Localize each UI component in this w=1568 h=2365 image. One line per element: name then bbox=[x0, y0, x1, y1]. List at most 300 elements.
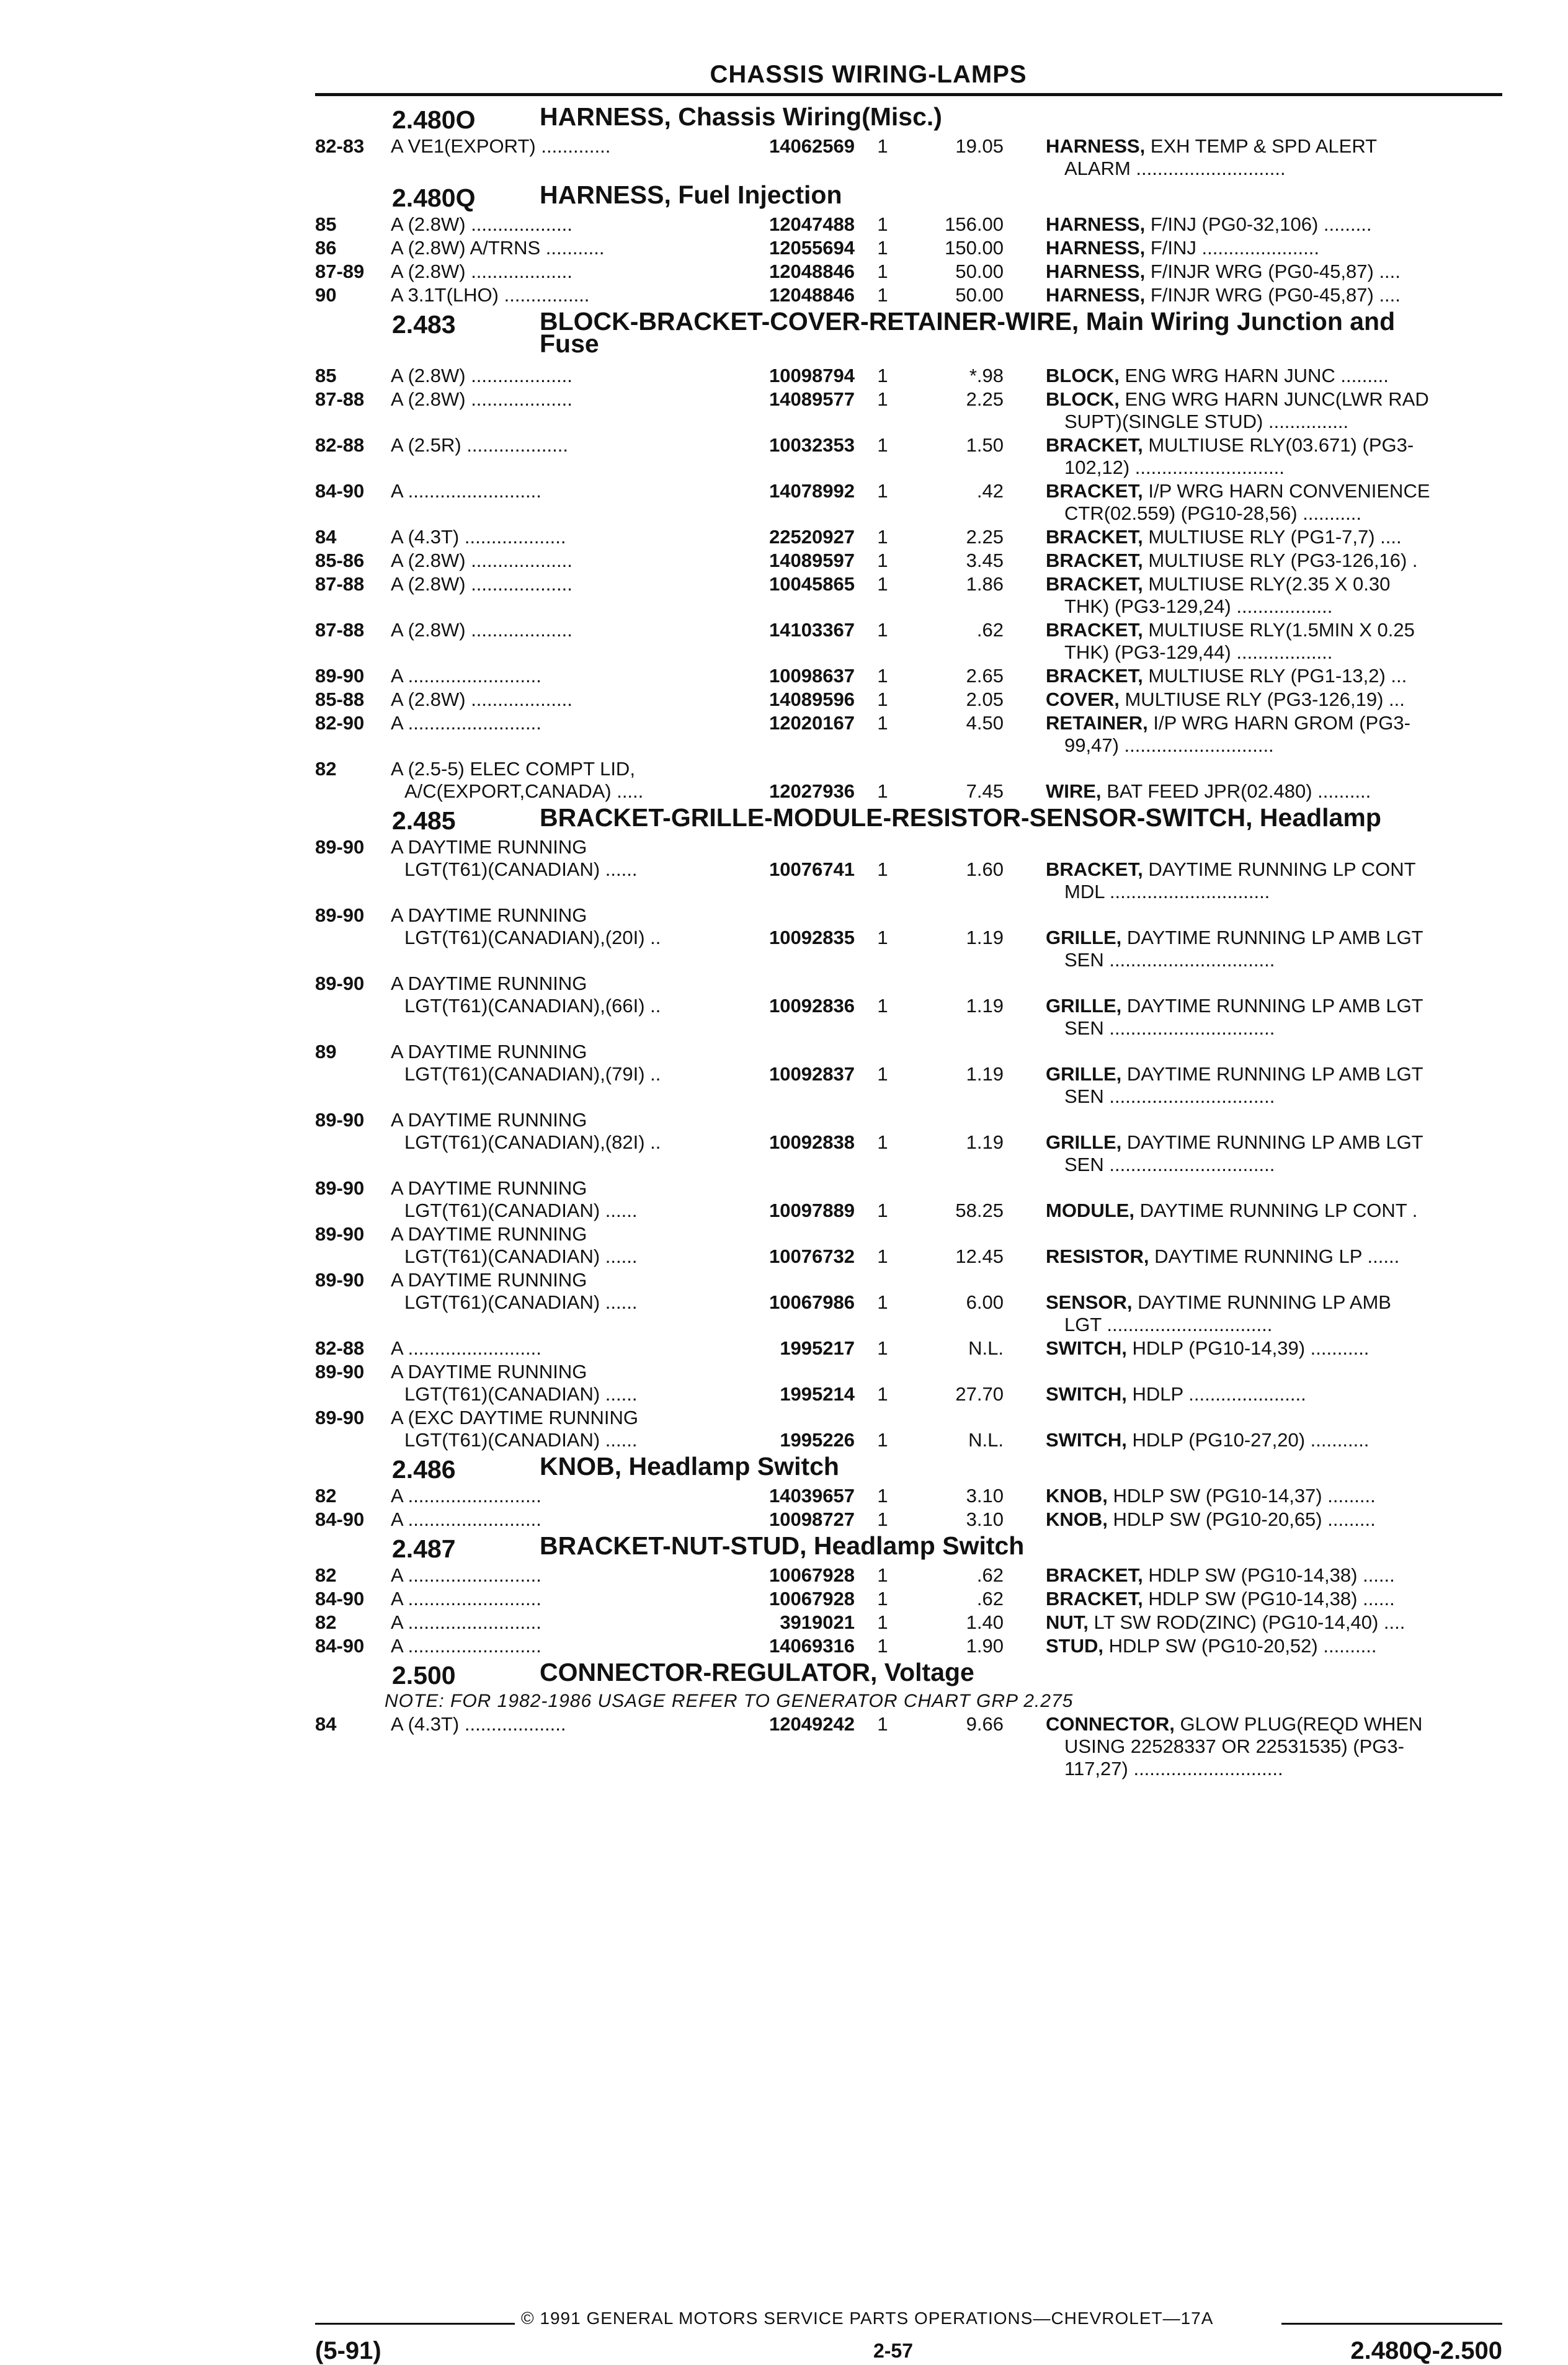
part-name-line bbox=[1046, 1085, 1501, 1108]
quantity: 1 bbox=[877, 1383, 888, 1405]
price: N.L. bbox=[968, 1337, 1004, 1359]
model-years: 82-83 bbox=[315, 135, 365, 157]
section-title-text: Headlamp bbox=[1252, 803, 1381, 832]
part-number: 12020167 bbox=[769, 712, 855, 734]
part-number: 10092837 bbox=[769, 1063, 855, 1085]
section-title-keyword: BLOCK-BRACKET-COVER-RETAINER-WIRE, bbox=[540, 307, 1079, 336]
usage-line: A VE1(EXPORT) ............. bbox=[391, 135, 611, 157]
usage-line: LGT(T61)(CANADIAN) ...... bbox=[404, 1383, 638, 1405]
part-name-text: SEN ............................... bbox=[1064, 1017, 1275, 1039]
quantity: 1 bbox=[877, 284, 888, 306]
part-number: 10092836 bbox=[769, 995, 855, 1017]
part-row bbox=[315, 1564, 1506, 1588]
part-name-text: ENG WRG HARN JUNC ......... bbox=[1125, 365, 1389, 386]
part-name-text: DAYTIME RUNNING LP ...... bbox=[1154, 1245, 1400, 1267]
model-years: 89-90 bbox=[315, 1361, 365, 1383]
section-title bbox=[540, 102, 1445, 131]
quantity: 1 bbox=[877, 1588, 888, 1610]
part-name-text: I/P WRG HARN CONVENIENCE bbox=[1148, 480, 1430, 502]
part-name bbox=[1046, 1131, 1501, 1176]
part-name bbox=[1046, 480, 1501, 525]
part-name-line bbox=[1046, 858, 1501, 881]
part-name-line bbox=[1046, 949, 1501, 971]
part-number: 10076732 bbox=[769, 1245, 855, 1267]
usage-line: LGT(T61)(CANADIAN) ...... bbox=[404, 1245, 638, 1267]
quantity: 1 bbox=[877, 619, 888, 641]
part-name bbox=[1046, 858, 1501, 903]
quantity: 1 bbox=[877, 1635, 888, 1657]
part-number: 3919021 bbox=[780, 1611, 855, 1633]
quantity: 1 bbox=[877, 237, 888, 259]
part-name-text: THK) (PG3-129,44) .................. bbox=[1064, 641, 1333, 663]
part-row bbox=[315, 712, 1506, 758]
price: 9.66 bbox=[966, 1713, 1004, 1735]
quantity: 1 bbox=[877, 573, 888, 595]
part-name-text: ENG WRG HARN JUNC(LWR RAD bbox=[1125, 388, 1429, 410]
usage-line: A ......................... bbox=[391, 1611, 541, 1633]
catalog-section bbox=[315, 308, 1506, 804]
part-row bbox=[315, 388, 1506, 434]
part-name-text: F/INJ ...................... bbox=[1150, 237, 1319, 259]
part-name bbox=[1046, 619, 1501, 664]
price: 150.00 bbox=[945, 237, 1004, 259]
part-name-line bbox=[1046, 573, 1501, 595]
quantity: 1 bbox=[877, 1063, 888, 1085]
part-name bbox=[1046, 688, 1501, 711]
part-number: 10067986 bbox=[769, 1291, 855, 1313]
price: 1.40 bbox=[966, 1611, 1004, 1633]
usage-description bbox=[391, 480, 726, 502]
price: 6.00 bbox=[966, 1291, 1004, 1313]
price: 156.00 bbox=[945, 213, 1004, 235]
part-row bbox=[315, 1588, 1506, 1611]
model-years: 84 bbox=[315, 526, 337, 548]
part-number: 12055694 bbox=[769, 237, 855, 259]
usage-description bbox=[391, 1177, 726, 1222]
part-row bbox=[315, 526, 1506, 550]
part-row bbox=[315, 213, 1506, 237]
price: 2.05 bbox=[966, 688, 1004, 710]
quantity: 1 bbox=[877, 1337, 888, 1359]
usage-line: A ......................... bbox=[391, 1337, 541, 1359]
section-number: 2.480Q bbox=[392, 184, 476, 212]
part-name bbox=[1046, 1713, 1501, 1780]
price: 2.65 bbox=[966, 665, 1004, 687]
part-name-text: DAYTIME RUNNING LP AMB LGT bbox=[1126, 927, 1423, 948]
quantity: 1 bbox=[877, 213, 888, 235]
part-name-text: MULTIUSE RLY(1.5MIN X 0.25 bbox=[1148, 619, 1415, 641]
section-title bbox=[540, 1531, 1445, 1560]
part-name-line bbox=[1046, 1611, 1501, 1634]
part-name-text: ALARM ............................ bbox=[1064, 158, 1286, 179]
group-range: 2.480Q-2.500 bbox=[1350, 2337, 1502, 2364]
usage-line: A ......................... bbox=[391, 480, 541, 502]
part-name-keyword: BLOCK, bbox=[1046, 388, 1120, 410]
section-heading bbox=[315, 804, 1506, 836]
part-name-text: LGT ............................... bbox=[1064, 1314, 1273, 1335]
model-years: 89-90 bbox=[315, 665, 365, 687]
part-number: 10098637 bbox=[769, 665, 855, 687]
part-row bbox=[315, 550, 1506, 573]
part-name-text: F/INJR WRG (PG0-45,87) .... bbox=[1150, 261, 1401, 282]
part-name bbox=[1046, 1429, 1501, 1451]
part-name bbox=[1046, 1588, 1501, 1610]
part-name-line bbox=[1046, 411, 1501, 433]
model-years: 89-90 bbox=[315, 904, 365, 926]
usage-description bbox=[391, 261, 726, 283]
part-name-line bbox=[1046, 1063, 1501, 1085]
part-name-text: HDLP SW (PG10-14,37) ......... bbox=[1113, 1485, 1376, 1507]
part-name-line bbox=[1046, 1154, 1501, 1176]
part-number: 10098727 bbox=[769, 1508, 855, 1530]
part-name bbox=[1046, 237, 1501, 259]
part-name-keyword: RETAINER, bbox=[1046, 712, 1148, 734]
quantity: 1 bbox=[877, 1564, 888, 1586]
usage-description bbox=[391, 836, 726, 881]
section-title-keyword: HARNESS, bbox=[540, 180, 671, 209]
part-row bbox=[315, 758, 1506, 804]
part-name-keyword: BRACKET, bbox=[1046, 1564, 1143, 1586]
part-name-keyword: SWITCH, bbox=[1046, 1337, 1127, 1359]
part-name-line bbox=[1046, 665, 1501, 687]
usage-line: A DAYTIME RUNNING bbox=[391, 1109, 587, 1131]
usage-description bbox=[391, 1564, 726, 1587]
part-name-keyword: HARNESS, bbox=[1046, 284, 1146, 306]
footer-rule-left bbox=[315, 2323, 515, 2325]
price: 12.45 bbox=[955, 1245, 1004, 1267]
quantity: 1 bbox=[877, 480, 888, 502]
part-name-keyword: HARNESS, bbox=[1046, 213, 1146, 235]
part-name-text: MULTIUSE RLY (PG1-13,2) ... bbox=[1148, 665, 1407, 687]
section-title-text: Chassis Wiring(Misc.) bbox=[670, 102, 942, 131]
usage-line: A DAYTIME RUNNING bbox=[391, 1223, 587, 1245]
quantity: 1 bbox=[877, 1429, 888, 1451]
usage-line: A (2.8W) ................... bbox=[391, 688, 572, 710]
usage-line: LGT(T61)(CANADIAN),(66I) .. bbox=[404, 995, 661, 1017]
part-name-text: MULTIUSE RLY (PG3-126,16) . bbox=[1148, 550, 1418, 571]
price: .62 bbox=[976, 1588, 1004, 1610]
part-name-text: HDLP (PG10-27,20) ........... bbox=[1132, 1429, 1370, 1451]
price: 58.25 bbox=[955, 1200, 1004, 1221]
part-number: 10097889 bbox=[769, 1200, 855, 1221]
part-name-keyword: GRILLE, bbox=[1046, 927, 1122, 948]
section-title-keyword: BRACKET-NUT-STUD, bbox=[540, 1531, 807, 1560]
model-years: 84-90 bbox=[315, 480, 365, 502]
price: .62 bbox=[976, 1564, 1004, 1586]
usage-description bbox=[391, 1337, 726, 1360]
part-number: 14069316 bbox=[769, 1635, 855, 1657]
section-number: 2.486 bbox=[392, 1455, 456, 1484]
part-name bbox=[1046, 1635, 1501, 1657]
section-title bbox=[540, 1658, 1445, 1686]
catalog-section bbox=[315, 1453, 1506, 1532]
model-years: 85-86 bbox=[315, 550, 365, 571]
part-name-line bbox=[1046, 1131, 1501, 1154]
part-name bbox=[1046, 388, 1501, 433]
price: 2.25 bbox=[966, 388, 1004, 410]
usage-description bbox=[391, 1611, 726, 1634]
part-name-keyword: HARNESS, bbox=[1046, 135, 1146, 157]
usage-line: A (2.8W) ................... bbox=[391, 213, 572, 235]
part-name-keyword: BRACKET, bbox=[1046, 619, 1143, 641]
part-number: 14039657 bbox=[769, 1485, 855, 1507]
price: 1.86 bbox=[966, 573, 1004, 595]
part-name-text: F/INJR WRG (PG0-45,87) .... bbox=[1150, 284, 1401, 306]
quantity: 1 bbox=[877, 1485, 888, 1507]
part-name-keyword: BRACKET, bbox=[1046, 665, 1143, 687]
part-name-line bbox=[1046, 434, 1501, 457]
part-row bbox=[315, 1611, 1506, 1635]
part-name-keyword: RESISTOR, bbox=[1046, 1245, 1149, 1267]
part-name-line bbox=[1046, 995, 1501, 1017]
model-years: 84-90 bbox=[315, 1508, 365, 1530]
part-name-keyword: GRILLE, bbox=[1046, 1131, 1122, 1153]
usage-line: A ......................... bbox=[391, 1564, 541, 1586]
part-name-line bbox=[1046, 1017, 1501, 1040]
part-name-line bbox=[1046, 1314, 1501, 1336]
part-name-keyword: SENSOR, bbox=[1046, 1291, 1133, 1313]
part-name-text: 102,12) ............................ bbox=[1064, 457, 1285, 478]
usage-description bbox=[391, 1485, 726, 1507]
part-name-keyword: SWITCH, bbox=[1046, 1383, 1127, 1405]
usage-line: A (4.3T) ................... bbox=[391, 526, 566, 548]
part-name-text: THK) (PG3-129,24) .................. bbox=[1064, 595, 1333, 617]
part-row bbox=[315, 1337, 1506, 1361]
model-years: 85 bbox=[315, 213, 337, 235]
part-name bbox=[1046, 780, 1501, 803]
catalog-section bbox=[315, 181, 1506, 308]
part-name bbox=[1046, 665, 1501, 687]
quantity: 1 bbox=[877, 526, 888, 548]
part-name-line bbox=[1046, 1735, 1501, 1758]
usage-line: A 3.1T(LHO) ................ bbox=[391, 284, 590, 306]
model-years: 87-88 bbox=[315, 573, 365, 595]
date-code: (5-91) bbox=[315, 2337, 381, 2364]
section-number: 2.483 bbox=[392, 310, 456, 339]
part-name-line bbox=[1046, 1758, 1501, 1780]
usage-line: A DAYTIME RUNNING bbox=[391, 1177, 587, 1199]
part-name bbox=[1046, 1611, 1501, 1634]
price: .42 bbox=[976, 480, 1004, 502]
part-name-line bbox=[1046, 365, 1501, 387]
section-title-text: Headlamp Switch bbox=[806, 1531, 1025, 1560]
section-title bbox=[540, 180, 1445, 209]
part-number: 12027936 bbox=[769, 780, 855, 802]
part-name-line bbox=[1046, 881, 1501, 903]
part-row bbox=[315, 1041, 1506, 1109]
part-name bbox=[1046, 261, 1501, 283]
part-name-keyword: KNOB, bbox=[1046, 1508, 1108, 1530]
section-heading bbox=[315, 1532, 1506, 1564]
part-number: 10092838 bbox=[769, 1131, 855, 1153]
part-number: 1995214 bbox=[780, 1383, 855, 1405]
model-years: 89-90 bbox=[315, 1177, 365, 1199]
usage-line: A (2.8W) ................... bbox=[391, 261, 572, 282]
part-name-line bbox=[1046, 734, 1501, 757]
quantity: 1 bbox=[877, 1245, 888, 1267]
part-name-line bbox=[1046, 550, 1501, 572]
part-name-line bbox=[1046, 158, 1501, 180]
part-row bbox=[315, 1223, 1506, 1269]
quantity: 1 bbox=[877, 1611, 888, 1633]
part-number: 10098794 bbox=[769, 365, 855, 386]
part-row bbox=[315, 434, 1506, 480]
part-name-line bbox=[1046, 619, 1501, 641]
part-name-keyword: HARNESS, bbox=[1046, 261, 1146, 282]
usage-line: LGT(T61)(CANADIAN) ...... bbox=[404, 1291, 638, 1313]
part-name-line bbox=[1046, 1588, 1501, 1610]
section-number: 2.487 bbox=[392, 1534, 456, 1563]
quantity: 1 bbox=[877, 135, 888, 157]
part-name bbox=[1046, 995, 1501, 1040]
part-name-line bbox=[1046, 526, 1501, 548]
part-name-text: MULTIUSE RLY (PG1-7,7) .... bbox=[1148, 526, 1402, 548]
part-name-keyword: BRACKET, bbox=[1046, 480, 1143, 502]
usage-description bbox=[391, 526, 726, 548]
part-number: 12048846 bbox=[769, 284, 855, 306]
part-name bbox=[1046, 573, 1501, 618]
part-name-text: SUPT)(SINGLE STUD) ............... bbox=[1064, 411, 1349, 432]
part-row bbox=[315, 1361, 1506, 1407]
usage-line: LGT(T61)(CANADIAN) ...... bbox=[404, 1429, 638, 1451]
price: 50.00 bbox=[955, 261, 1004, 282]
price: 1.60 bbox=[966, 858, 1004, 880]
price: 3.10 bbox=[966, 1485, 1004, 1507]
part-name bbox=[1046, 550, 1501, 572]
section-note: NOTE: FOR 1982-1986 USAGE REFER TO GENERATOR CHART GRP 2.275 bbox=[385, 1691, 1074, 1711]
part-name-keyword: COVER, bbox=[1046, 688, 1120, 710]
part-name-text: MULTIUSE RLY(03.671) (PG3- bbox=[1148, 434, 1414, 456]
part-name-keyword: BRACKET, bbox=[1046, 434, 1143, 456]
section-title bbox=[540, 307, 1445, 358]
part-row bbox=[315, 973, 1506, 1041]
part-name-keyword: HARNESS, bbox=[1046, 237, 1146, 259]
section-heading bbox=[315, 308, 1506, 365]
part-name-line bbox=[1046, 237, 1501, 259]
quantity: 1 bbox=[877, 1508, 888, 1530]
usage-description bbox=[391, 1588, 726, 1610]
usage-description bbox=[391, 665, 726, 687]
usage-description bbox=[391, 388, 726, 411]
part-name-line bbox=[1046, 502, 1501, 525]
part-name-text: HDLP (PG10-14,39) ........... bbox=[1132, 1337, 1370, 1359]
part-name-line bbox=[1046, 1291, 1501, 1314]
part-name-text: SEN ............................... bbox=[1064, 1154, 1275, 1175]
usage-line: LGT(T61)(CANADIAN) ...... bbox=[404, 858, 638, 880]
part-name-line bbox=[1046, 284, 1501, 306]
usage-line: LGT(T61)(CANADIAN) ...... bbox=[404, 1200, 638, 1221]
part-name-keyword: BRACKET, bbox=[1046, 550, 1143, 571]
part-name bbox=[1046, 1485, 1501, 1507]
part-row bbox=[315, 1635, 1506, 1659]
part-name bbox=[1046, 1291, 1501, 1336]
usage-description bbox=[391, 1361, 726, 1405]
part-name-text: HDLP SW (PG10-14,38) ...... bbox=[1148, 1564, 1395, 1586]
part-row bbox=[315, 261, 1506, 284]
part-name-text: 99,47) ............................ bbox=[1064, 734, 1274, 756]
price: 1.19 bbox=[966, 1063, 1004, 1085]
usage-line: A (2.8W) ................... bbox=[391, 619, 572, 641]
part-name-line bbox=[1046, 595, 1501, 618]
usage-line: A (2.8W) A/TRNS ........... bbox=[391, 237, 605, 259]
usage-line: A ......................... bbox=[391, 1588, 541, 1610]
usage-description bbox=[391, 712, 726, 734]
model-years: 82 bbox=[315, 1564, 337, 1586]
usage-description bbox=[391, 365, 726, 387]
part-name bbox=[1046, 927, 1501, 971]
part-name-line bbox=[1046, 927, 1501, 949]
model-years: 82-88 bbox=[315, 434, 365, 456]
usage-description bbox=[391, 135, 726, 158]
usage-line: A (4.3T) ................... bbox=[391, 1713, 566, 1735]
usage-description bbox=[391, 688, 726, 711]
part-name bbox=[1046, 1564, 1501, 1587]
quantity: 1 bbox=[877, 712, 888, 734]
part-name-line bbox=[1046, 457, 1501, 479]
part-name-text: MULTIUSE RLY(2.35 X 0.30 bbox=[1148, 573, 1391, 595]
part-name-text: DAYTIME RUNNING LP AMB bbox=[1138, 1291, 1391, 1313]
model-years: 85 bbox=[315, 365, 337, 386]
quantity: 1 bbox=[877, 688, 888, 710]
part-name bbox=[1046, 1337, 1501, 1360]
part-row bbox=[315, 237, 1506, 261]
price: 7.45 bbox=[966, 780, 1004, 802]
part-row bbox=[315, 1109, 1506, 1177]
part-name-keyword: BRACKET, bbox=[1046, 573, 1143, 595]
part-row bbox=[315, 1269, 1506, 1337]
part-number: 10067928 bbox=[769, 1588, 855, 1610]
part-name bbox=[1046, 1063, 1501, 1108]
usage-description bbox=[391, 1041, 726, 1085]
section-number: 2.480O bbox=[392, 105, 476, 134]
model-years: 90 bbox=[315, 284, 337, 306]
part-name-text: USING 22528337 OR 22531535) (PG3- bbox=[1064, 1735, 1404, 1757]
part-number: 12048846 bbox=[769, 261, 855, 282]
price: 50.00 bbox=[955, 284, 1004, 306]
part-name-line bbox=[1046, 780, 1501, 803]
price: 27.70 bbox=[955, 1383, 1004, 1405]
part-name-line bbox=[1046, 1508, 1501, 1531]
part-name-keyword: MODULE, bbox=[1046, 1200, 1134, 1221]
usage-description bbox=[391, 237, 726, 259]
usage-line: A ......................... bbox=[391, 1635, 541, 1657]
part-name bbox=[1046, 434, 1501, 479]
section-title-keyword: KNOB, bbox=[540, 1452, 622, 1481]
part-number: 1995217 bbox=[780, 1337, 855, 1359]
price: 1.19 bbox=[966, 1131, 1004, 1153]
part-number: 1995226 bbox=[780, 1429, 855, 1451]
part-name-text: I/P WRG HARN GROM (PG3- bbox=[1153, 712, 1410, 734]
part-row bbox=[315, 1713, 1506, 1781]
usage-line: A (EXC DAYTIME RUNNING bbox=[391, 1407, 639, 1428]
usage-line: LGT(T61)(CANADIAN),(82I) .. bbox=[404, 1131, 661, 1153]
part-name-keyword: CONNECTOR, bbox=[1046, 1713, 1175, 1735]
quantity: 1 bbox=[877, 780, 888, 802]
model-years: 86 bbox=[315, 237, 337, 259]
model-years: 84-90 bbox=[315, 1635, 365, 1657]
part-name-keyword: NUT, bbox=[1046, 1611, 1089, 1633]
usage-description bbox=[391, 1109, 726, 1154]
model-years: 82-90 bbox=[315, 712, 365, 734]
part-name-line bbox=[1046, 261, 1501, 283]
quantity: 1 bbox=[877, 388, 888, 410]
part-row bbox=[315, 1407, 1506, 1453]
usage-line: A ......................... bbox=[391, 712, 541, 734]
part-name bbox=[1046, 1200, 1501, 1222]
price: *.98 bbox=[969, 365, 1004, 386]
usage-line: A ......................... bbox=[391, 665, 541, 687]
part-name-text: HDLP SW (PG10-20,65) ......... bbox=[1113, 1508, 1376, 1530]
